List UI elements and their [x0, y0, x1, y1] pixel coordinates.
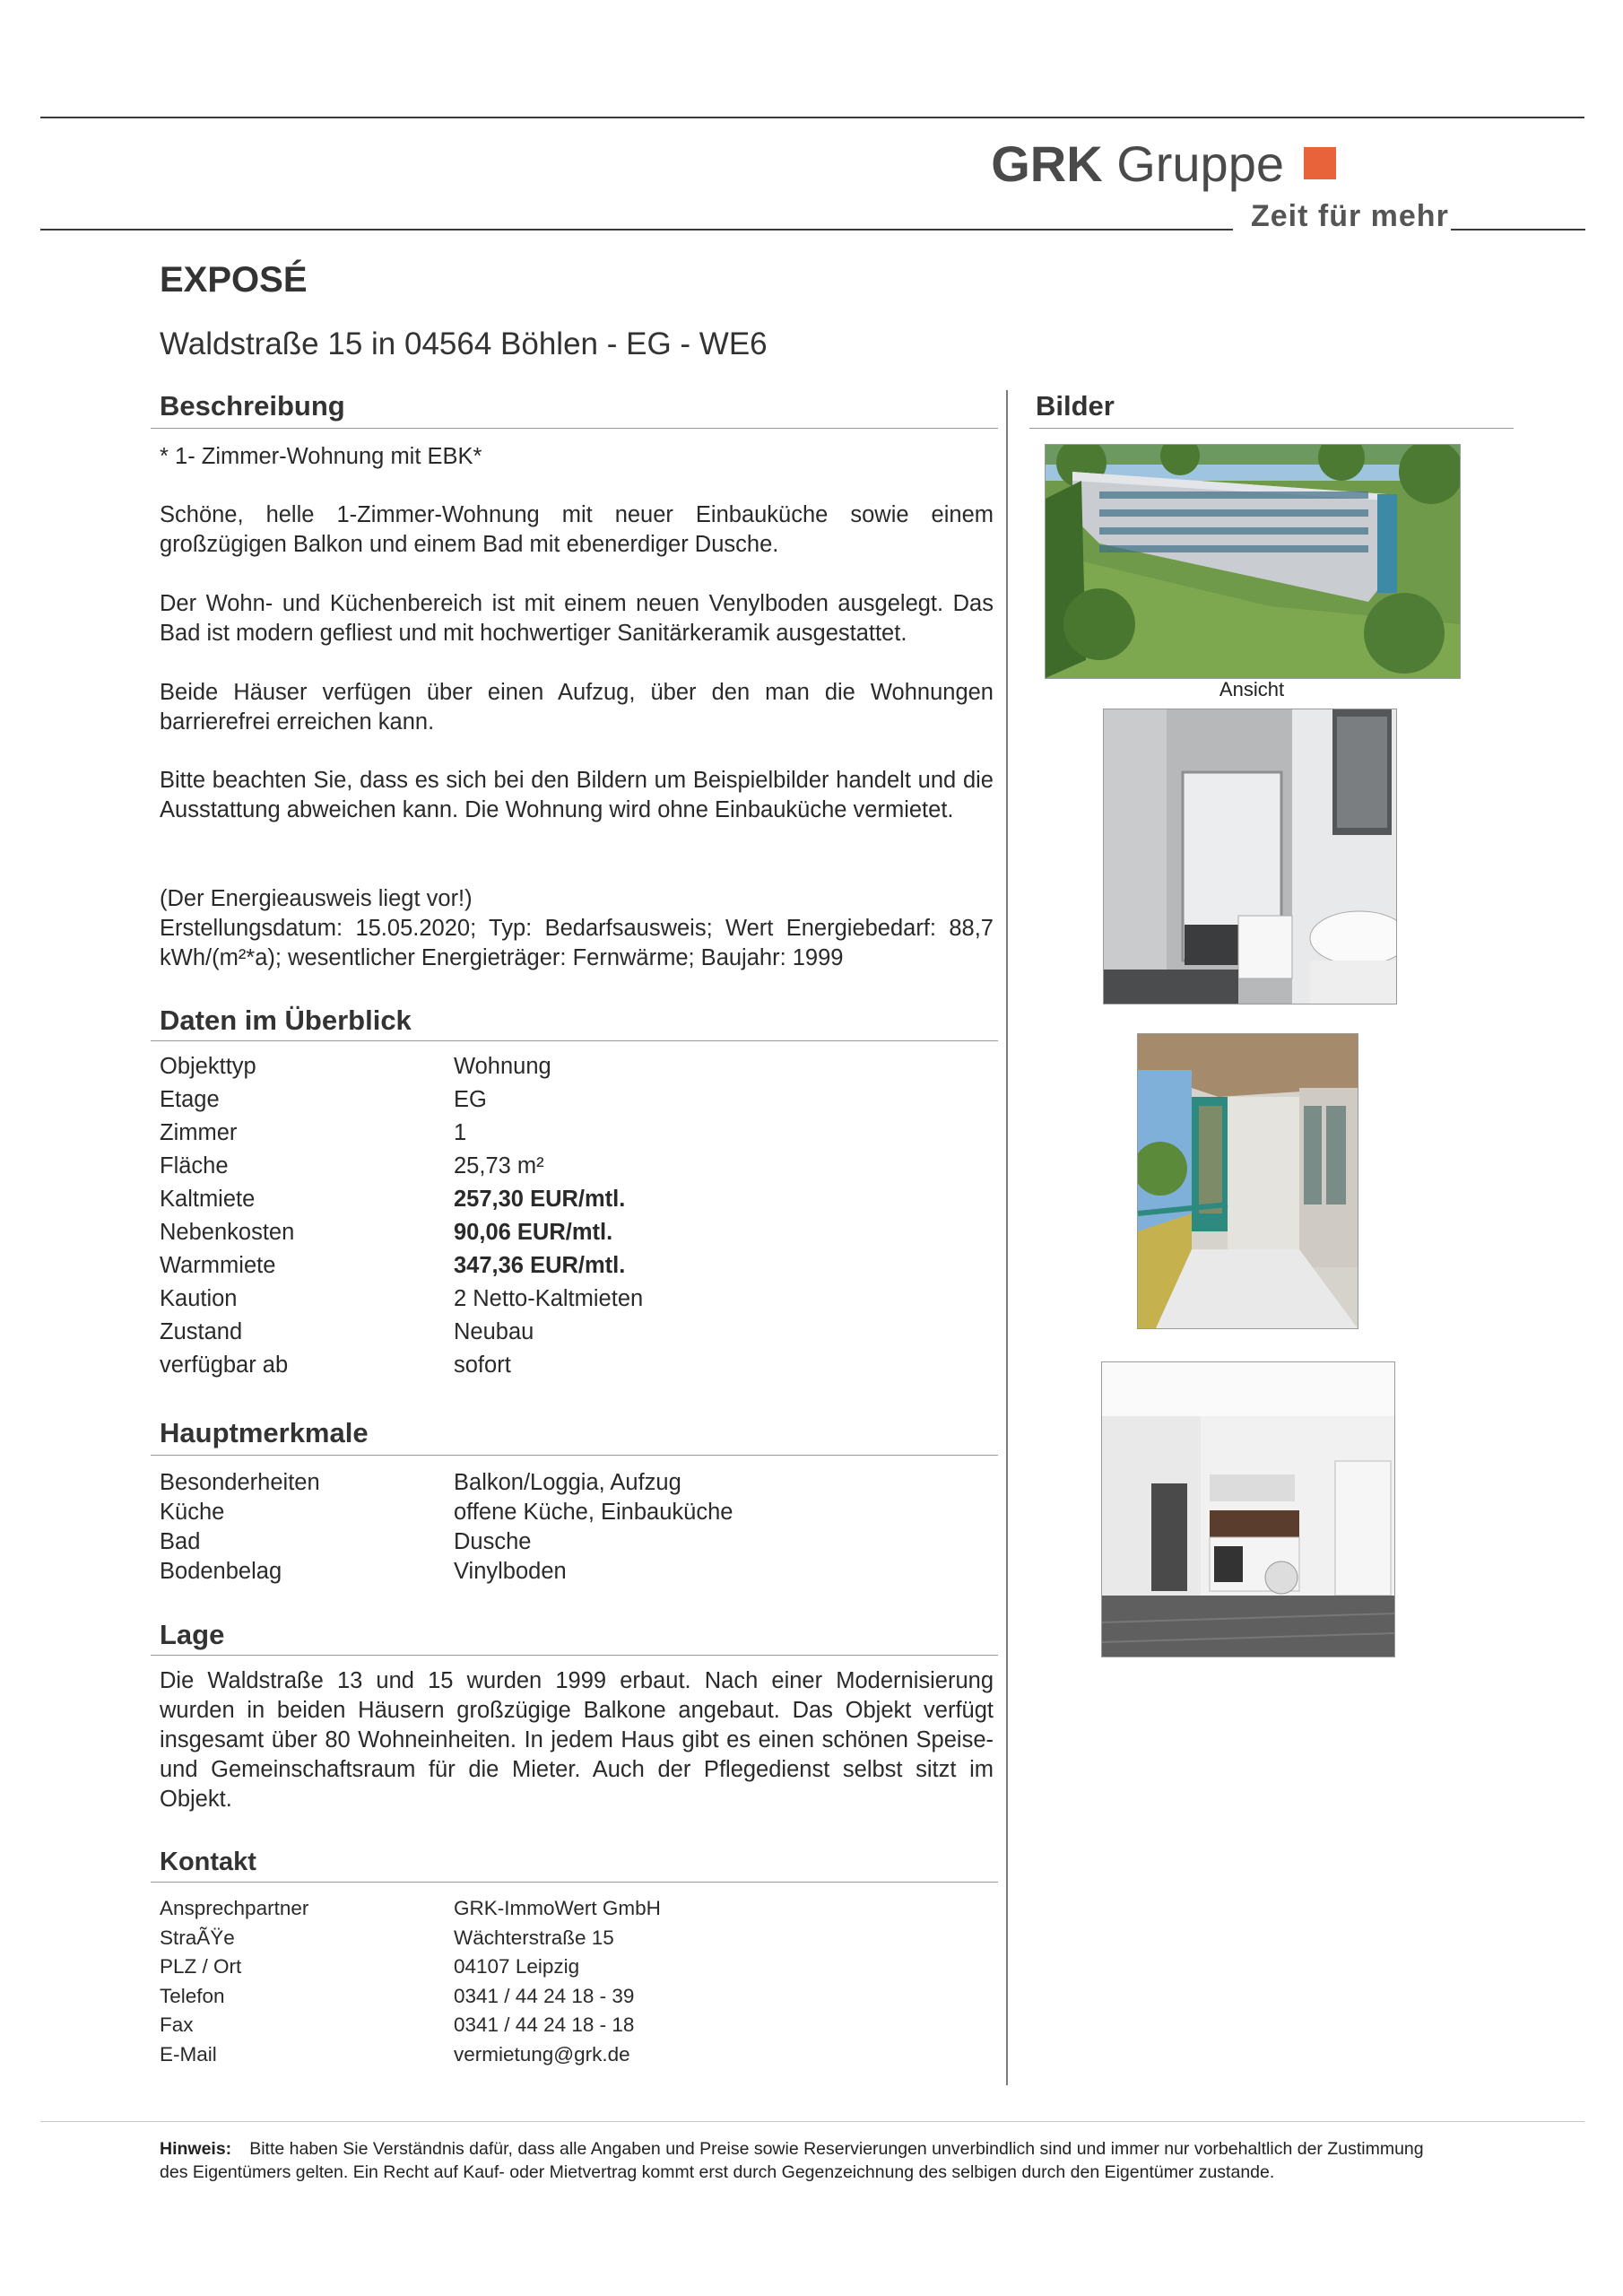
- merkmal-value: Balkon/Loggia, Aufzug: [454, 1470, 681, 1495]
- kontakt-label: Fax: [160, 2013, 194, 2036]
- kontakt-value: GRK-ImmoWert GmbH: [454, 1897, 661, 1919]
- daten-value: 1: [454, 1120, 467, 1145]
- kontakt-label: Telefon: [160, 1984, 225, 2007]
- daten-value: 2 Netto-Kaltmieten: [454, 1286, 644, 1311]
- beschreibung-p1: Schöne, helle 1-Zimmer-Wohnung mit neuer Einbauküche sowie einem großzügigen Balkon und einem Bad mit ebenerdiger Dusche.: [160, 502, 994, 557]
- footer-text: Bitte haben Sie Verständnis dafür, dass alle Angaben und Preise sowie Reservierungen unverbindlich sind und immer nur vorbehaltlich der Zustimmung des Eigentümers gelten. Ein Recht auf Kauf- oder Mietvertrag kommt erst durch Gegenzeichnung des selbigen durch den Eigentümer zustande.: [160, 2139, 1424, 2182]
- daten-label: Zustand: [160, 1319, 243, 1344]
- daten-value: Neubau: [454, 1319, 534, 1344]
- daten-value: sofort: [454, 1352, 511, 1378]
- photo-kitchen-image: [1102, 1362, 1394, 1657]
- hauptmerkmale-rule: [151, 1455, 998, 1456]
- kontakt-rule: [151, 1882, 998, 1883]
- header-rule-left: [40, 229, 1233, 230]
- brand-name-rest: Gruppe: [1116, 135, 1284, 192]
- photo-building-exterior: [1045, 444, 1461, 679]
- hauptmerkmale-heading: Hauptmerkmale: [160, 1417, 369, 1448]
- kontakt-label: PLZ / Ort: [160, 1955, 242, 1978]
- daten-label: Objekttyp: [160, 1054, 256, 1079]
- daten-value: 25,73 m²: [454, 1153, 544, 1178]
- daten-label: Fläche: [160, 1153, 229, 1178]
- bilder-rule: [1029, 428, 1514, 429]
- kontakt-label: StraÃŸe: [160, 1926, 235, 1949]
- kontakt-email[interactable]: vermietung@grk.de: [454, 2042, 630, 2066]
- photo-balcony-image: [1138, 1034, 1358, 1328]
- footer-disclaimer: [160, 2137, 1451, 2184]
- footer-rule: [40, 2121, 1584, 2122]
- brand-name-bold: GRK: [991, 135, 1103, 192]
- document-subtitle: Waldstraße 15 in 04564 Böhlen - EG - WE6: [160, 326, 768, 361]
- lage-rule: [151, 1655, 998, 1656]
- column-divider: [1006, 390, 1008, 2085]
- kontakt-value: 0341 / 44 24 18 - 39: [454, 1984, 635, 2007]
- merkmal-label: Bad: [160, 1529, 201, 1554]
- merkmal-label: Bodenbelag: [160, 1559, 282, 1584]
- daten-label: Kaution: [160, 1286, 238, 1311]
- daten-value: 347,36 EUR/mtl.: [454, 1253, 626, 1278]
- daten-label: Nebenkosten: [160, 1220, 295, 1245]
- merkmal-value: Dusche: [454, 1529, 532, 1554]
- beschreibung-p0: * 1- Zimmer-Wohnung mit EBK*: [160, 444, 482, 469]
- daten-value: 257,30 EUR/mtl.: [454, 1187, 626, 1212]
- kontakt-label: Ansprechpartner: [160, 1897, 309, 1919]
- merkmal-value: Vinylboden: [454, 1559, 567, 1584]
- daten-rule: [151, 1040, 998, 1041]
- header-rule-top: [40, 117, 1584, 118]
- photo-bathroom-image: [1104, 709, 1396, 1004]
- kontakt-label: E-Mail: [160, 2042, 217, 2066]
- daten-label: verfügbar ab: [160, 1352, 289, 1378]
- beschreibung-heading: Beschreibung: [160, 390, 345, 422]
- daten-label: Kaltmiete: [160, 1187, 256, 1212]
- kontakt-value: 04107 Leipzig: [454, 1955, 580, 1978]
- merkmal-label: Besonderheiten: [160, 1470, 320, 1495]
- daten-value: EG: [454, 1087, 487, 1112]
- kontakt-value: Wächterstraße 15: [454, 1926, 614, 1949]
- photo-bathroom: [1103, 709, 1397, 1004]
- bilder-heading: Bilder: [1036, 390, 1115, 422]
- beschreibung-p2: Der Wohn- und Küchenbereich ist mit einem neuen Venylboden ausgelegt. Das Bad ist modern gefliest und mit hochwertiger Sanitärkeramik ausgestattet.: [160, 591, 994, 646]
- photo-caption-ansicht: Ansicht: [1219, 678, 1285, 700]
- merkmal-value: offene Küche, Einbauküche: [454, 1500, 733, 1525]
- brand-square-icon: [1304, 147, 1336, 179]
- daten-heading: Daten im Überblick: [160, 1004, 412, 1036]
- beschreibung-p5: (Der Energieausweis liegt vor!): [160, 886, 473, 911]
- lage-heading: Lage: [160, 1619, 225, 1650]
- kontakt-heading: Kontakt: [160, 1848, 256, 1876]
- footer-label: Hinweis:: [160, 2139, 232, 2159]
- document-title: EXPOSÉ: [160, 260, 308, 300]
- daten-label: Etage: [160, 1087, 220, 1112]
- photo-building-image: [1046, 445, 1460, 678]
- brand-tagline: Zeit für mehr: [1251, 199, 1449, 233]
- daten-label: Warmmiete: [160, 1253, 276, 1278]
- beschreibung-p3: Beide Häuser verfügen über einen Aufzug, über den man die Wohnungen barrierefrei erreichen kann.: [160, 680, 994, 735]
- brand-logo: [991, 135, 1336, 193]
- daten-label: Zimmer: [160, 1120, 238, 1145]
- daten-value: 90,06 EUR/mtl.: [454, 1220, 613, 1245]
- beschreibung-p6: Erstellungsdatum: 15.05.2020; Typ: Bedarfsausweis; Wert Energiebedarf: 88,7 kWh/(m²*a); wesentlicher Energieträger: Fernwärme; Baujahr: 1999: [160, 916, 994, 970]
- beschreibung-p4: Bitte beachten Sie, dass es sich bei den Bildern um Beispielbilder handelt und die Ausstattung abweichen kann. Die Wohnung wird ohne Einbauküche vermietet.: [160, 768, 994, 822]
- merkmal-label: Küche: [160, 1500, 225, 1525]
- daten-value: Wohnung: [454, 1054, 551, 1079]
- kontakt-value: 0341 / 44 24 18 - 18: [454, 2013, 635, 2036]
- photo-kitchen: [1101, 1361, 1395, 1657]
- header-rule-right: [1451, 229, 1585, 230]
- photo-balcony: [1137, 1033, 1358, 1329]
- lage-text: Die Waldstraße 13 und 15 wurden 1999 erbaut. Nach einer Modernisierung wurden in beiden Häusern großzügige Balkone angebaut. Das Objekt verfügt insgesamt über 80 Wohneinheiten. In jedem Haus gibt es einen schönen Speise- und Gemeinschaftsraum für die Mieter. Auch der Pflegedienst selbst sitzt im Objekt.: [160, 1668, 994, 1812]
- beschreibung-rule: [151, 428, 998, 429]
